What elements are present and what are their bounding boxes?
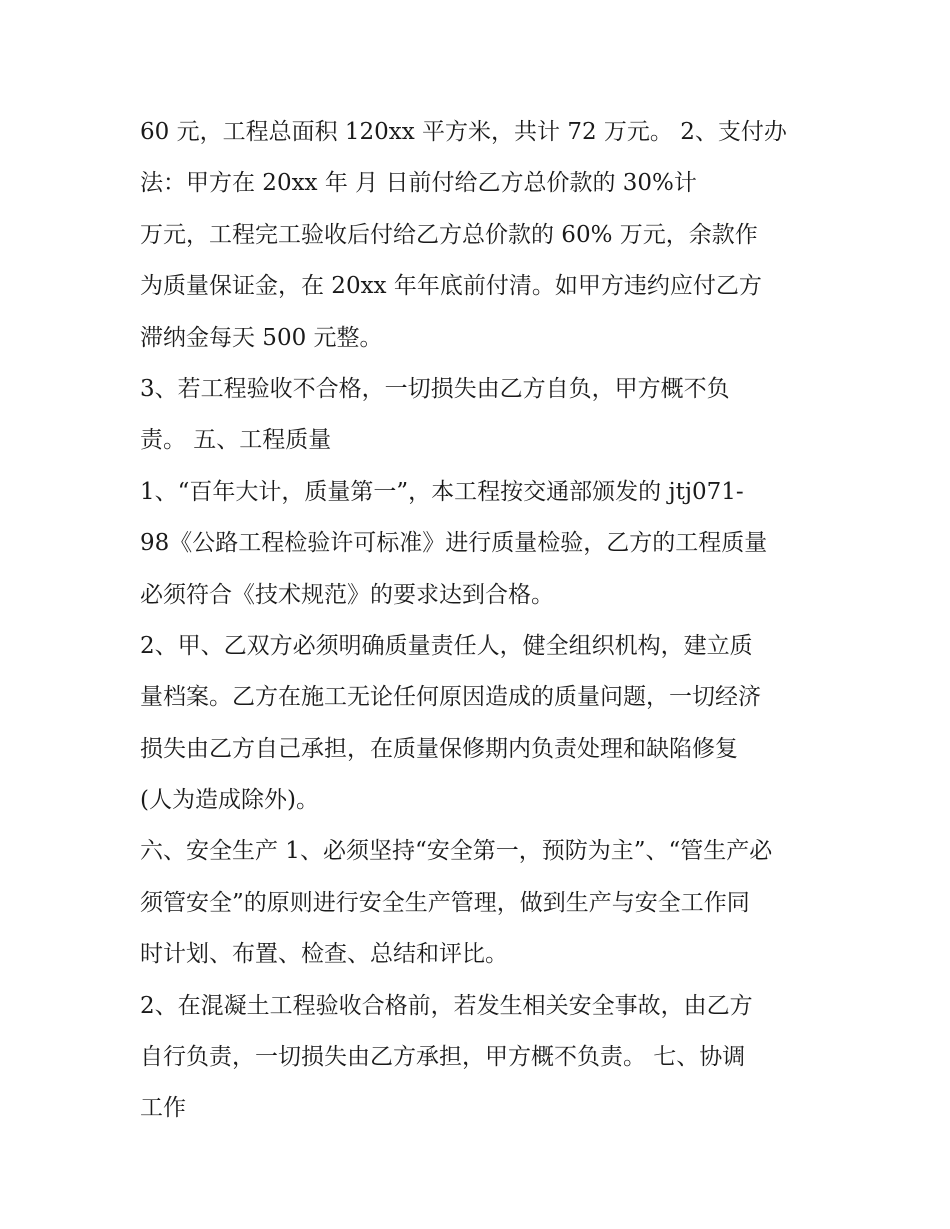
text-line: 须管安全”的原则进行安全生产管理，做到生产与安全工作同 [140,889,750,916]
text-line: (人为造成除外)。 [140,787,319,814]
text-line: 必须符合《技术规范》的要求达到合格。 [140,581,554,608]
text-line: 2、甲、乙双方必须明确质量责任人，健全组织机构，建立质 [140,632,753,659]
text-line: 1、“百年大计，质量第一”，本工程按交通部颁发的 jtj071- [140,478,744,505]
text-line: 3、若工程验收不合格，一切损失由乙方自负，甲方概不负 [140,375,730,402]
text-line: 责。 五、工程质量 [140,427,332,454]
contract-body-text [140,107,820,1135]
text-line: 工作 [140,1095,186,1122]
text-line: 量档案。乙方在施工无论任何原因造成的质量问题，一切经济 [140,684,761,711]
text-line: 为质量保证金，在 20xx 年年底前付清。如甲方违约应付乙方 [140,273,762,300]
text-line: 自行负责，一切损失由乙方承担，甲方概不负责。 七、协调 [140,1044,746,1071]
text-line: 2、在混凝土工程验收合格前，若发生相关安全事故，由乙方 [140,992,753,1019]
text-line: 万元，工程完工验收后付给乙方总价款的 60% 万元，余款作 [140,221,758,248]
text-line: 损失由乙方自己承担，在质量保修期内负责处理和缺陷修复 [140,735,738,762]
text-line: 98《公路工程检验许可标准》进行质量检验，乙方的工程质量 [140,530,768,557]
text-line: 六、安全生产 1、必须坚持“安全第一，预防为主”、“管生产必 [140,838,773,865]
text-line: 时计划、布置、检查、总结和评比。 [140,941,508,968]
text-line: 法：甲方在 20xx 年 月 日前付给乙方总价款的 30%计 [140,170,697,197]
text-line: 滞纳金每天 500 元整。 [140,324,383,351]
text-line: 60 元，工程总面积 120xx 平方米，共计 72 万元。 2、支付办 [140,119,787,145]
